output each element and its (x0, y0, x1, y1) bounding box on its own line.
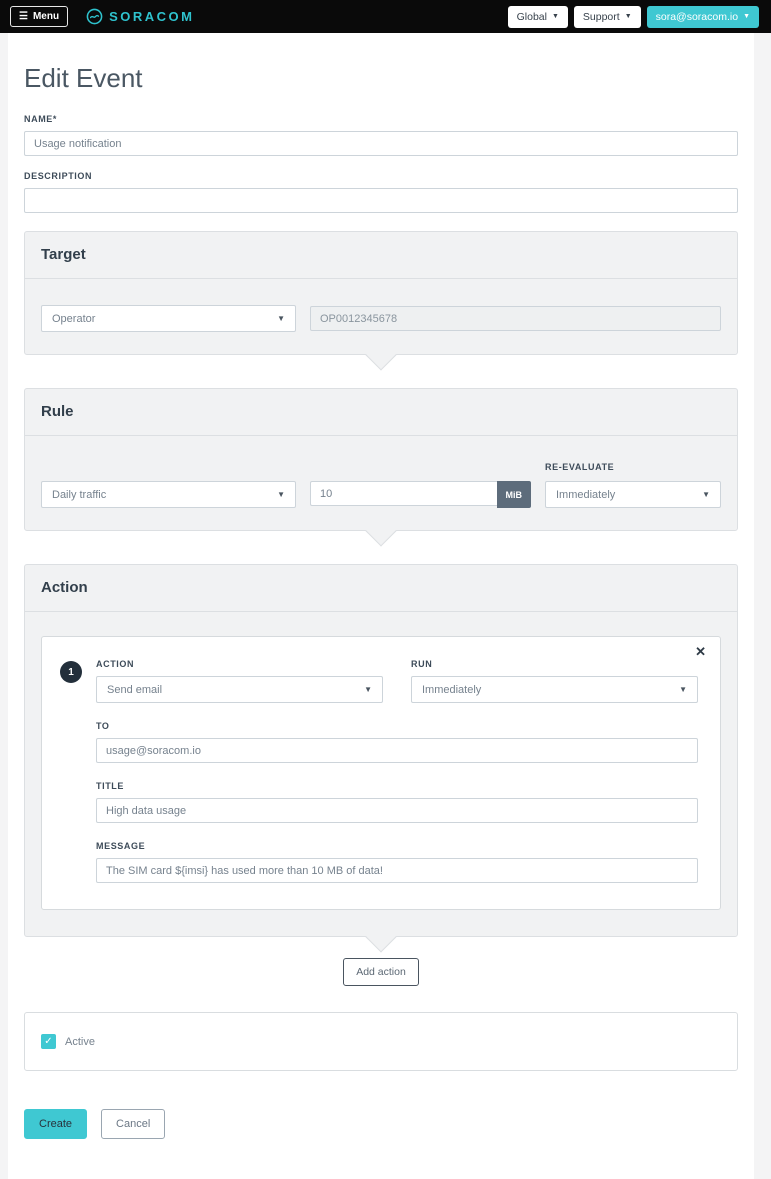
action-type-select[interactable] (96, 676, 383, 703)
target-row (41, 305, 721, 332)
chevron-down-icon: ▼ (364, 684, 372, 694)
support-menu-button[interactable] (574, 6, 641, 28)
chevron-down-icon: ▼ (624, 13, 632, 20)
topbar-actions (508, 6, 759, 28)
soracom-logo-icon (86, 8, 103, 25)
chevron-down-icon: ▼ (277, 489, 285, 499)
message-input[interactable] (96, 858, 698, 883)
action-index-badge: 1 (60, 661, 82, 683)
main-content (8, 33, 754, 1179)
run-group (411, 659, 698, 703)
to-label: TO (96, 721, 110, 731)
hamburger-icon: ☰ (19, 10, 28, 22)
action-type-group (96, 659, 383, 703)
run-value: Immediately (422, 683, 482, 696)
global-menu-button[interactable] (508, 6, 568, 28)
name-label: NAME* (24, 114, 58, 124)
reevaluate-label: RE-EVALUATE (545, 462, 615, 472)
chevron-down-icon: ▼ (743, 13, 750, 20)
chevron-down-icon: ▼ (277, 313, 285, 323)
chevron-down-icon: ▼ (702, 489, 710, 499)
message-label: MESSAGE (96, 841, 146, 851)
title-label: TITLE (96, 781, 124, 791)
add-action-button[interactable]: Add action (343, 958, 419, 986)
target-heading: Target (41, 246, 86, 263)
cancel-button[interactable]: Cancel (101, 1109, 165, 1139)
active-label: Active (65, 1035, 95, 1048)
rule-panel (24, 388, 738, 531)
action-item-card (41, 636, 721, 910)
title-field-group (96, 781, 698, 823)
target-panel (24, 231, 738, 355)
reevaluate-column (545, 462, 721, 508)
target-connector (24, 355, 738, 370)
run-label: RUN (411, 659, 433, 669)
target-type-select[interactable] (41, 305, 296, 332)
description-input[interactable] (24, 188, 738, 213)
active-checkbox[interactable] (41, 1034, 56, 1049)
add-action-wrap (24, 958, 738, 986)
account-menu-button[interactable] (647, 6, 759, 28)
action-run-row (96, 659, 698, 703)
action-heading: Action (41, 579, 88, 596)
reevaluate-value: Immediately (556, 488, 616, 501)
rule-threshold-group (310, 481, 531, 508)
footer-actions (24, 1109, 738, 1139)
reevaluate-select[interactable] (545, 481, 721, 508)
brand-name: SORACOM (109, 9, 195, 24)
rule-type-value: Daily traffic (52, 488, 107, 501)
action-panel (24, 564, 738, 937)
rule-connector (24, 531, 738, 546)
rule-row (41, 462, 721, 508)
soracom-brand[interactable] (86, 8, 194, 25)
rule-panel-header (25, 389, 737, 436)
to-field-group (96, 721, 698, 763)
action-panel-header (25, 565, 737, 612)
menu-button[interactable] (10, 6, 68, 27)
description-label: DESCRIPTION (24, 171, 93, 181)
create-button[interactable]: Create (24, 1109, 87, 1139)
top-navigation-bar (0, 0, 771, 33)
name-field-group (24, 114, 738, 156)
description-field-group (24, 171, 738, 213)
chevron-down-icon: ▼ (679, 684, 687, 694)
remove-action-button[interactable] (695, 645, 706, 658)
action-connector (24, 937, 738, 952)
target-type-value: Operator (52, 312, 96, 325)
menu-button-label: Menu (32, 11, 60, 22)
rule-heading: Rule (41, 403, 74, 420)
message-field-group (96, 841, 698, 883)
target-operator-id-input (310, 306, 721, 331)
rule-threshold-input[interactable] (310, 481, 497, 506)
run-select[interactable] (411, 676, 698, 703)
title-input[interactable] (96, 798, 698, 823)
rule-unit-addon: MiB (497, 481, 532, 508)
close-icon: ✕ (695, 644, 706, 659)
check-icon: ✓ (44, 1036, 53, 1047)
action-type-label: ACTION (96, 659, 135, 669)
account-menu-label: sora@soracom.io (655, 10, 739, 23)
action-type-value: Send email (107, 683, 163, 696)
action-fields (96, 659, 698, 883)
active-card (24, 1012, 738, 1071)
chevron-down-icon: ▼ (551, 13, 559, 20)
global-menu-label: Global (516, 10, 547, 23)
target-panel-header (25, 232, 737, 279)
page-title: Edit Event (24, 63, 143, 93)
to-input[interactable] (96, 738, 698, 763)
name-input[interactable] (24, 131, 738, 156)
support-menu-label: Support (582, 10, 620, 23)
action-panel-body (25, 612, 737, 936)
rule-type-select[interactable] (41, 481, 296, 508)
